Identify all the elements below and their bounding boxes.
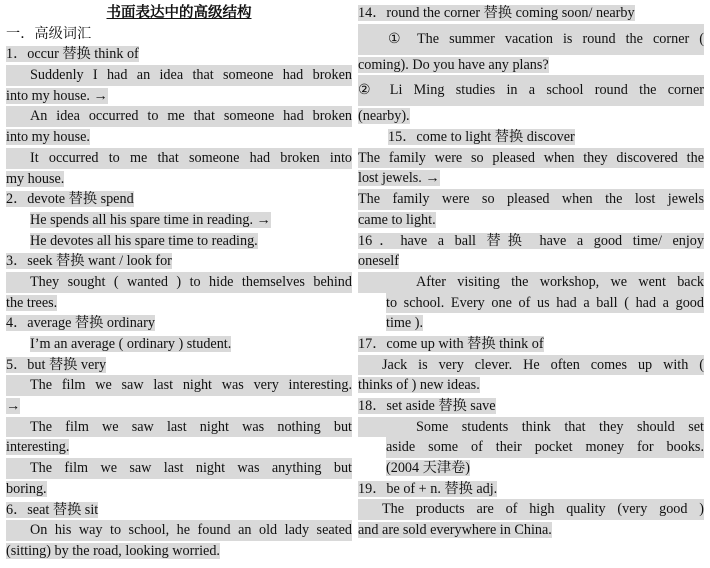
left-column: [6, 3, 352, 562]
example-line: He spends all his spare time in reading. →: [30, 211, 271, 228]
example-line: lost jewels. →: [358, 170, 440, 187]
example-line: boring.: [6, 480, 47, 497]
example-line: thinks of ) new ideas.: [358, 377, 480, 394]
example-line: →: [6, 398, 21, 415]
example-line: and are sold everywhere in China.: [358, 522, 552, 539]
item-heading: 4．average 替换 ordinary: [6, 315, 155, 332]
example-line: time ).: [386, 315, 424, 332]
item-heading: 16．have a ball 替换 have a good time/ enjoy: [358, 232, 704, 249]
example-line: aside some of their pocket money for books.: [386, 437, 704, 458]
example-line: into my house. →: [6, 87, 108, 104]
example-line: He devotes all his spare time to reading.: [30, 232, 258, 249]
example-line: coming). Do you have any plans?: [358, 56, 549, 73]
example-line: interesting.: [6, 439, 70, 456]
example-line: Some students think that they should set: [358, 417, 704, 438]
example-line: An idea occurred to me that someone had broken: [6, 106, 352, 127]
item-heading: 2．devote 替换 spend: [6, 191, 134, 208]
item-heading: 1．occur 替换 think of: [6, 46, 139, 63]
example-line: (nearby).: [358, 108, 410, 125]
example-line: my house.: [6, 170, 65, 187]
example-line: After visiting the workshop, we went back: [358, 272, 704, 293]
example-line: came to light.: [358, 211, 436, 228]
item-heading: 18．set aside 替换 save: [358, 398, 496, 414]
example-line: The family were so pleased when the lost jewels: [358, 189, 704, 210]
example-line: On his way to school, he found an old lady seated: [6, 520, 352, 541]
example-line: I’m an average ( ordinary ) student.: [30, 336, 232, 352]
item-heading: 5．but 替换 very: [6, 356, 107, 373]
example-line: The film we saw last night was very interesting.: [6, 375, 352, 396]
example-line: the trees.: [6, 294, 58, 311]
example-line: Suddenly I had an idea that someone had broken: [6, 65, 352, 86]
right-column: [358, 3, 704, 541]
item-heading: 15．come to light 替换 discover: [388, 129, 575, 146]
example-line: to school. Every one of us had a ball ( had a good: [386, 293, 704, 314]
example-line: (sitting) by the road, looking worried.: [6, 542, 220, 559]
item-heading: 3．seek 替换 want / look for: [6, 253, 172, 270]
item-heading: 19．be of + n. 替换 adj.: [358, 480, 498, 497]
example-line: The film we saw last night was nothing but: [6, 417, 352, 438]
item-heading: 17．come up with 替换 think of: [358, 335, 544, 352]
example-line: The film we saw last night was anything but: [6, 458, 352, 479]
example-line: ① The summer vacation is round the corner (: [358, 24, 704, 55]
example-line: into my house.: [6, 129, 90, 146]
item-heading: oneself: [358, 253, 399, 270]
example-line: They sought ( wanted ) to hide themselves behind: [6, 272, 352, 293]
example-line: ② Li Ming studies in a school round the corner: [358, 75, 704, 106]
item-heading: 6．seat 替换 sit: [6, 501, 99, 518]
example-line: (2004 天津卷): [386, 460, 470, 477]
item-heading: 14．round the corner 替换 coming soon/ nearby: [358, 5, 635, 21]
example-line: The products are of high quality (very good ): [358, 499, 704, 520]
example-line: It occurred to me that someone had broken into: [6, 148, 352, 169]
section-heading: 一．高级词汇: [6, 25, 92, 42]
page-title: 书面表达中的高级结构: [106, 5, 252, 21]
example-line: The family were so pleased when they discovered the: [358, 148, 704, 169]
example-line: Jack is very clever. He often comes up with (: [358, 355, 704, 376]
